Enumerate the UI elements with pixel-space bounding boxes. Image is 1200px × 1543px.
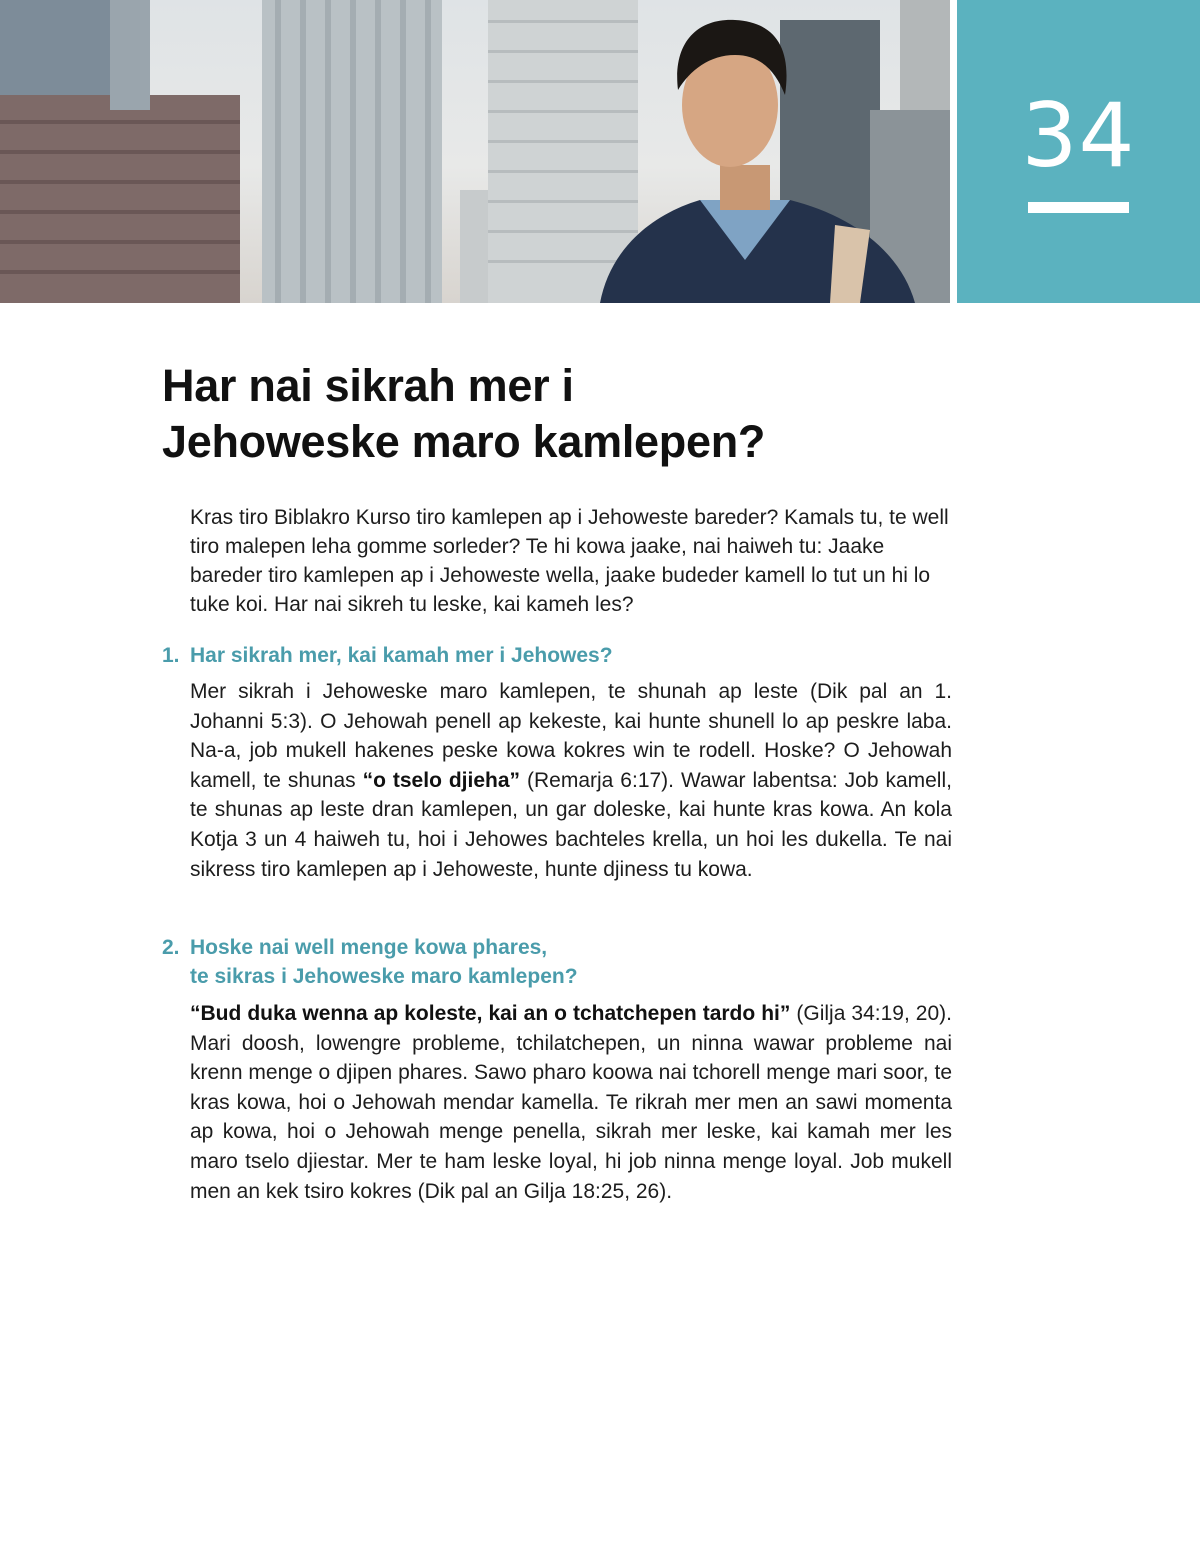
section-1-bold-quote: “o tselo djieha” xyxy=(362,768,521,792)
city-skyline-illustration xyxy=(0,0,950,303)
lesson-number: 34 xyxy=(1021,84,1136,187)
section-1-text-before: Mer sikrah i Jehoweske maro kamlepen, te shunah ap leste (Dik pal an 1. Johanni 5:3). O Jehowah penell ap kekeste, kai hunte shunell lo ap peskre laba. Na-a, job mukell hakenes peske kowa kokres win te rodell. Hoske? O Jehowah kamell, te shunas xyxy=(190,680,952,792)
section-2-paragraph xyxy=(190,999,952,1206)
section-1-text-after: (Remarja 6:17). Wawar labentsa: Job kamell, te shunas ap leste dran kamlepen, un gar doleske, kai hunte kras kowa. An kola Kotja 3 un 4 haiweh tu, hoi i Jehowes bachteles krella, un hoi les dukella. Te nai sikress tiro kamlepen ap i Jehoweste, hunte djiness tu kowa. xyxy=(190,768,952,881)
section-2-question-line-2: te sikras i Jehoweske maro kamlepen? xyxy=(190,965,578,988)
section-1-number: 1. xyxy=(162,644,180,667)
page-title-line-1: Har nai sikrah mer i xyxy=(162,360,574,411)
intro-paragraph: Kras tiro Biblakro Kurso tiro kamlepen ap i Jehoweste bareder? Kamals tu, te well tiro malepen leha gomme sorleder? Te hi kowa jaake, nai haiweh tu: Jaake bareder tiro kamlepen ap i Jehoweste wella, jaake budeder kamell lo tut un hi lo tuke koi. Har nai sikreh tu leske, kai kameh les? xyxy=(190,506,949,616)
lesson-number-badge xyxy=(957,0,1200,303)
section-2-question xyxy=(190,933,952,991)
section-1-question: Har sikrah mer, kai kamah mer i Jehowes? xyxy=(190,644,613,667)
section-2-text-after: (Gilja 34:19, 20). Mari doosh, lowengre probleme, tchilatchepen, un ninna wawar probleme nai krenn menge o djipen phares. Sawo pharo koowa nai tchorell menge mari soor, te kras kowa, hoi o Jehowah mendar kamella. Te rikrah mer men an sawi momenta ap kowa, hoi o Jehowah menge penella, sikrah mer leske, kai kamah mer les maro tselo djiestar. Mer te ham leske loyal, hi job ninna menge loyal. Job mukell men an kek tsiro kokres (Dik pal an Gilja 18:25, 26). xyxy=(190,1002,952,1203)
lesson-number-underline xyxy=(1028,202,1129,213)
page-title xyxy=(162,358,982,470)
section-2-question-line-1: Hoske nai well menge kowa phares, xyxy=(190,936,548,959)
header-photo xyxy=(0,0,950,303)
page-title-line-2: Jehoweske maro kamlepen? xyxy=(162,416,766,467)
section-1-paragraph xyxy=(190,677,952,884)
section-2-bold-quote: “Bud duka wenna ap koleste, kai an o tchatchepen tardo hi” xyxy=(190,1002,791,1025)
section-2-number: 2. xyxy=(162,936,180,959)
